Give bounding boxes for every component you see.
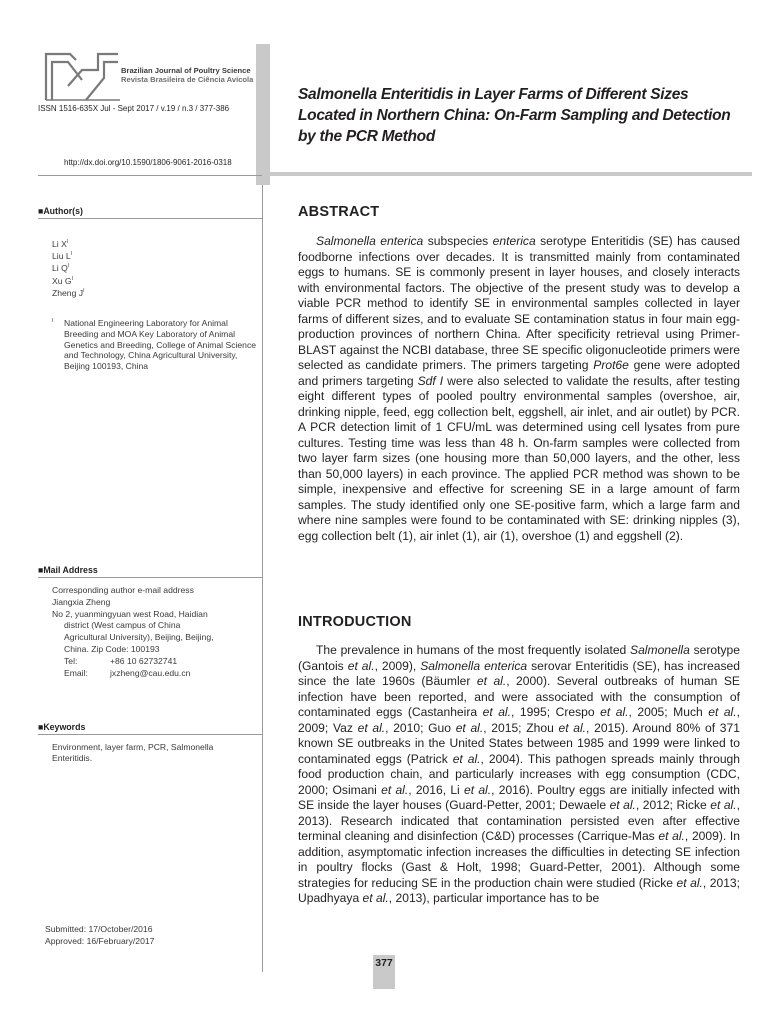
approved-date: Approved: 16/February/2017 <box>45 935 155 946</box>
author-item: Liu $L^I$ <box>52 251 73 262</box>
author-list <box>52 237 258 298</box>
header-vertical-bar <box>256 44 270 185</box>
introduction-text: The prevalence in humans of the most frequently isolated Salmonella serotype (Gantois et al., 2009), Salmonella enterica serovar Enteritidis (SE), has increased since the late 1960s (Bäumler et al., 2000). Several outbreaks of human SE infection have been reported, and were associated with the consumption of contaminated eggs (Castanheira et al., 1995; Crespo et al., 2005; Much et al., 2009; Vaz et al., 2010; Guo et al., 2015; Zhou et al., 2015). Around 80% of 371 known SE outbreaks in the United States between 1985 and 1999 were linked to contaminated eggs (Patrick et al., 2004). This pathogen spreads mainly through food production chain, and particularly increases with egg consumption (CDC, 2000; Osimani et al., 2016, Li et al., 2016). Poultry eggs are initially infected with SE inside the layer houses (Guard-Petter, 2001; Dewaele et al., 2012; Ricke et al., 2013). Research indicated that contamination persisted even after effective terminal cleaning and disinfection (C&D) processes (Carrique-Mas et al., 2009). In addition, asymptomatic infection increases the difficulties in detecting SE infection in poultry flocks (Gast & Holt, 1998; Guard-Petter, 2001). Although some strategies for reducing SE in the production chain were studied (Ricke et al., 2013; Upadhyaya et al., 2013), particular importance has to be <box>298 643 741 905</box>
author-item: Li $X^I$ <box>52 238 69 249</box>
journal-logo-icon <box>42 50 122 102</box>
mail-address: Corresponding author e-mail address Jiangxia Zheng No 2, yuanmingyuan west Road, Haidian district (West campus of China Agricultural University), Beijing, Beijing, China. Zip Code: 100193 Tel: +86 10 62732741 Email: jxzheng@cau.edu.cn <box>52 585 214 678</box>
header-rule <box>38 175 262 176</box>
introduction-heading: INTRODUCTION <box>298 614 412 630</box>
keywords-rule <box>38 734 262 735</box>
mail-rule <box>38 577 262 578</box>
author-item: Li $Q^I$ <box>52 263 70 274</box>
tel-value: +86 10 62732741 <box>110 655 178 666</box>
email-link[interactable]: jxzheng@cau.edu.cn <box>110 667 191 678</box>
submitted-date: Submitted: 17/October/2016 <box>45 924 153 934</box>
mail-heading: ■Mail Address <box>38 565 98 575</box>
authors-rule <box>38 218 262 219</box>
keywords-text: Environment, layer farm, PCR, Salmonella Enteritidis. <box>52 742 214 763</box>
abstract-heading: ABSTRACT <box>298 204 380 220</box>
column-divider <box>262 185 263 972</box>
doi-link[interactable]: http://dx.doi.org/10.1590/1806-9061-2016-0318 <box>64 158 232 167</box>
title-underline <box>270 172 752 176</box>
author-item: Xu $G^I$ <box>52 275 73 286</box>
affiliation: I National Engineering Laboratory for Animal Breeding and MOA Key Laboratory of Animal Genetics and Breeding, College of Animal Science and Technology, China Agricultural University, Beijing 100193, China <box>52 318 257 372</box>
article-title: Salmonella Enteritidis in Layer Farms of Different Sizes Located in Northern China: On-Farm Sampling and Detection by the PCR Method <box>298 86 731 145</box>
submission-dates <box>45 924 154 947</box>
issn-line: ISSN 1516-635X Jul - Sept 2017 / v.19 / n.3 / 377-386 <box>38 104 230 113</box>
keywords-heading: ■Keywords <box>38 722 86 732</box>
page-number: 377 <box>375 957 393 969</box>
author-item: Zheng $J^I$ <box>52 287 85 298</box>
abstract-text: Salmonella enterica subspecies enterica serotype Enteritidis (SE) has caused foodborne infections over decades. It is transmitted mainly from contaminated eggs to humans. SE is commonly present in layer houses, and closely interacts with environmental factors. The objective of the present study was to develop a viable PCR method to identify SE in environmental samples collected in layer farms of different sizes, and to evaluate SE contamination status in four main egg-production provinces of northern China. After specificity retrieval using Primer-BLAST against the NCBI database, three SE specific oligonucleotide primers were selected as candidate primers. The primers targeting Prot6e gene were adopted and primers targeting Sdf I were also selected to validate the results, after testing eight different types of pooled poultry environmental samples (overshoe, air, drinking nipple, feed, egg collection belt, eggshell, air inlet, and air outlet) by PCR. A PCR detection limit of 1 CFU/mL was determined using cell lysates from pure cultures. Testing time was less than 48 h. On-farm samples were collected from two layer farm sizes (one housing more than 50,000 layers, and the other, less than 50,000 layers) in each province. The applied PCR method was shown to be simple, inexpensive and effective for screening SE in a large amount of farm samples. The study identified only one SE-positive farm, which a large farm and where nine samples were found to be contaminated with SE: drinking nipples (3), egg collection belt (1), air inlet (1), air (1), overshoe (1) and eggshell (2). <box>298 234 741 543</box>
authors-heading: ■Author(s) <box>38 206 83 216</box>
journal-name: Brazilian Journal of Poultry Science Revista Brasileira de Ciência Avícola <box>121 66 254 84</box>
